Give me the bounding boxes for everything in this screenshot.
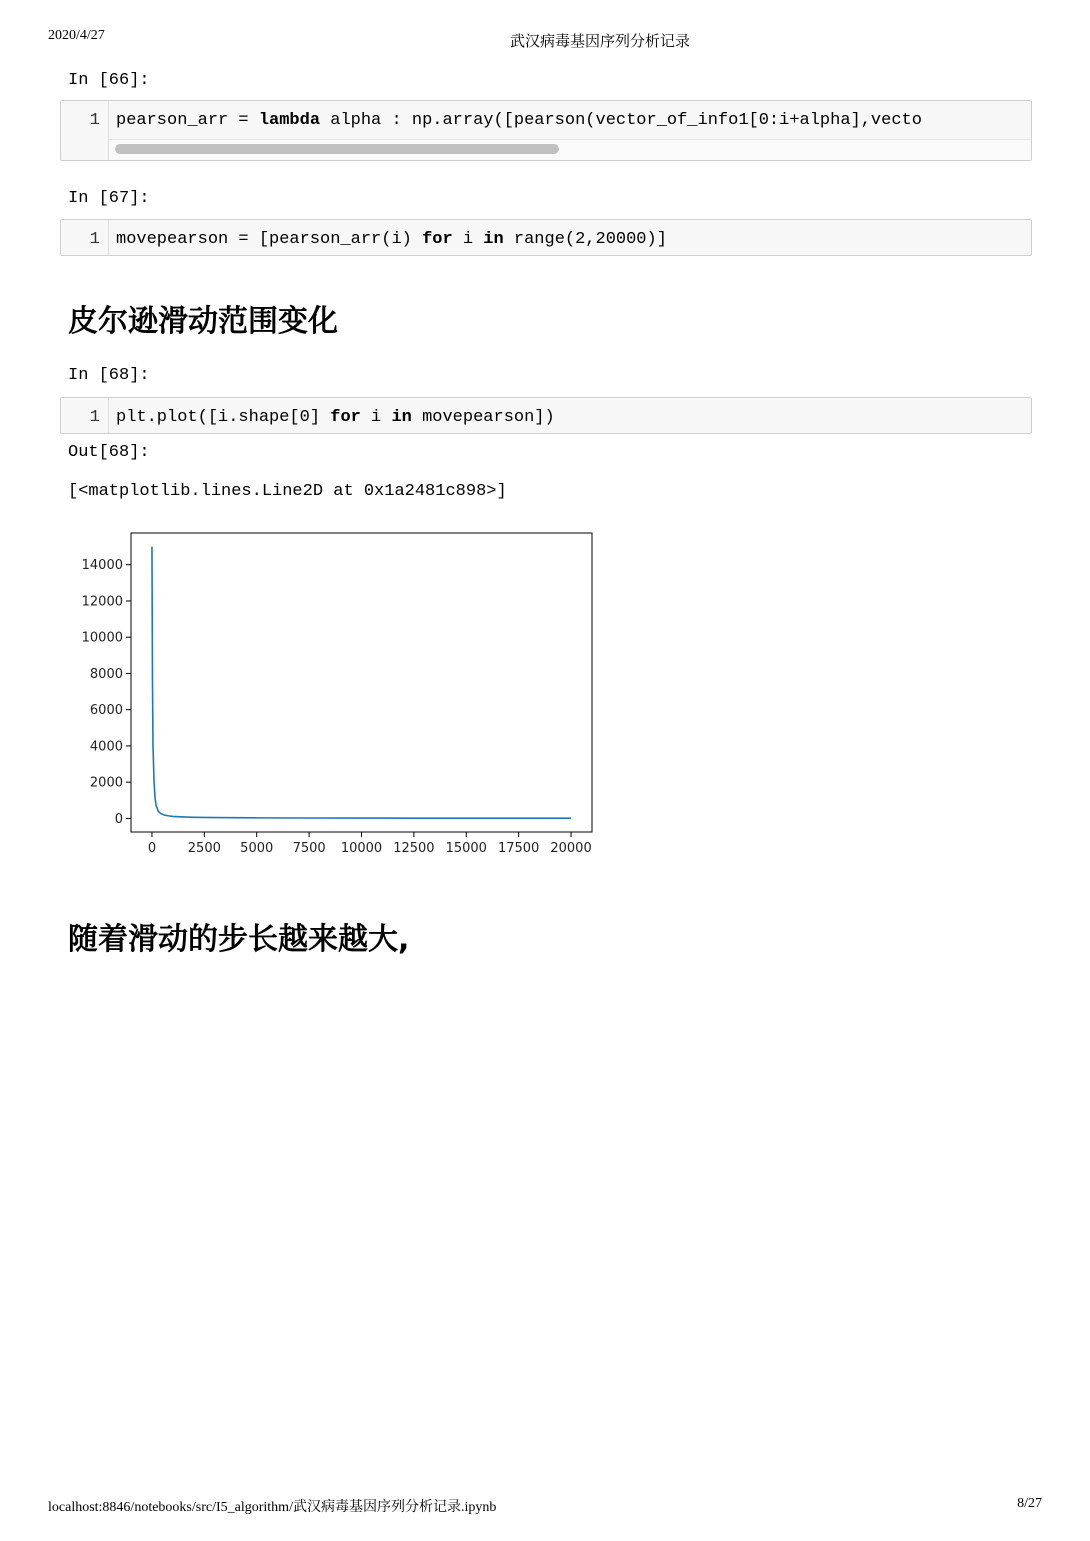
scrollbar-thumb[interactable] xyxy=(115,144,559,154)
line-chart xyxy=(70,524,610,869)
x-tick-label: 5000 xyxy=(240,841,274,856)
keyword-token: for xyxy=(422,230,453,249)
line-number-gutter xyxy=(61,101,109,160)
series-layer xyxy=(152,547,571,819)
x-tick-label: 2500 xyxy=(187,841,221,856)
y-tick-label: 6000 xyxy=(89,703,123,719)
print-footer-url: localhost:8846/notebooks/src/I5_algorithm/武汉病毒基因序列分析记录.ipynb xyxy=(48,1500,497,1515)
code-line xyxy=(116,408,555,427)
keyword-token: for xyxy=(330,408,361,427)
code-line xyxy=(116,230,667,249)
keyword-token: in xyxy=(391,408,412,427)
line-number: 1 xyxy=(89,111,100,130)
x-tick-label: 12500 xyxy=(393,841,435,856)
keyword-token: in xyxy=(483,230,504,249)
print-header-date: 2020/4/27 xyxy=(48,28,105,43)
code-cell-67[interactable] xyxy=(60,219,1032,256)
code-token: range(2,20000)] xyxy=(503,230,667,249)
y-tick-label: 4000 xyxy=(89,739,123,755)
output-prompt-68: Out[68]: xyxy=(68,443,150,462)
code-token: plt.plot([i.shape[0] xyxy=(116,408,331,427)
line-number-gutter xyxy=(61,220,109,255)
x-tick-label: 17500 xyxy=(497,841,540,856)
x-tick-label: 10000 xyxy=(340,841,383,856)
input-prompt-66: In [66]: xyxy=(68,71,150,90)
output-text: [<matplotlib.lines.Line2D at 0x1a2481c898>] xyxy=(68,482,507,501)
code-token: i xyxy=(452,230,484,249)
input-prompt-68: In [68]: xyxy=(68,366,150,385)
y-tick-label: 0 xyxy=(114,811,123,827)
code-token: movepearson = [pearson_arr(i) xyxy=(116,230,423,249)
code-cell-68[interactable] xyxy=(60,397,1032,434)
x-axis xyxy=(148,832,592,856)
code-token: pearson_arr = xyxy=(116,111,259,130)
markdown-heading-2: 随着滑动的步长越来越大, xyxy=(68,922,410,957)
x-tick-label: 20000 xyxy=(550,841,592,856)
markdown-heading-1: 皮尔逊滑动范围变化 xyxy=(68,304,338,339)
code-token: alpha : np.array([pearson(vector_of_info1[0:i+alpha],vecto xyxy=(320,111,922,130)
line-number: 1 xyxy=(89,230,100,249)
y-tick-label: 2000 xyxy=(89,775,123,791)
plot-frame xyxy=(131,533,592,832)
keyword-token: lambda xyxy=(258,111,321,130)
y-tick-label: 8000 xyxy=(89,666,123,682)
y-tick-label: 10000 xyxy=(81,630,123,646)
input-prompt-67: In [67]: xyxy=(68,189,150,208)
code-token: i xyxy=(360,408,392,427)
y-tick-label: 14000 xyxy=(81,558,123,574)
code-editor[interactable] xyxy=(109,220,1031,255)
code-cell-66[interactable] xyxy=(60,100,1032,161)
line-number: 1 xyxy=(89,408,100,427)
x-tick-label: 7500 xyxy=(292,841,326,856)
y-tick-label: 12000 xyxy=(81,594,123,610)
code-line xyxy=(116,111,922,130)
code-editor[interactable] xyxy=(109,398,1031,433)
series-line xyxy=(152,547,571,819)
line-number-gutter xyxy=(61,398,109,433)
print-footer-page: 8/27 xyxy=(1017,1496,1042,1511)
code-token: movepearson]) xyxy=(411,408,555,427)
horizontal-scrollbar[interactable] xyxy=(109,139,1031,160)
x-tick-label: 0 xyxy=(147,841,157,856)
print-header-title: 武汉病毒基因序列分析记录 xyxy=(509,34,690,50)
y-axis xyxy=(82,558,131,827)
x-tick-label: 15000 xyxy=(445,841,487,856)
